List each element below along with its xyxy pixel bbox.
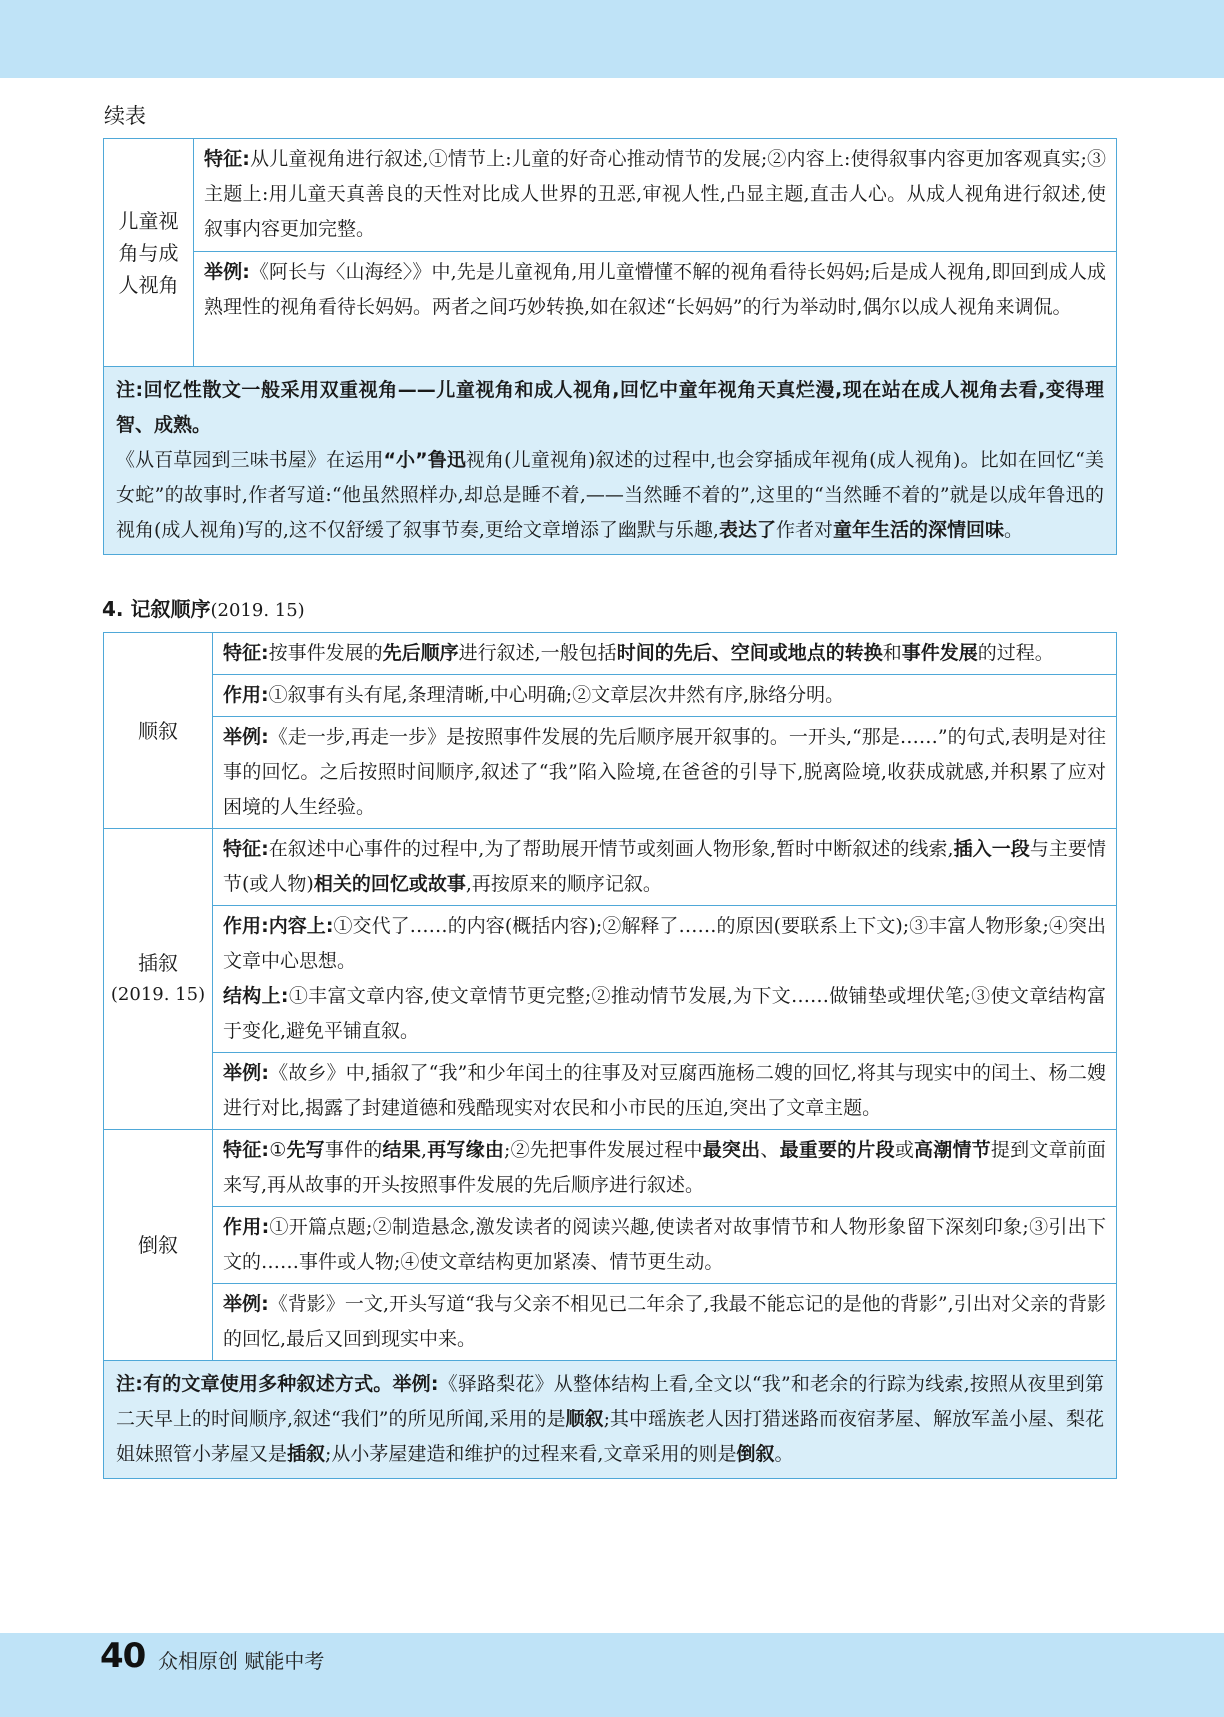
text-emphasis: 最重要的片段 (779, 1139, 895, 1161)
page-number: 40 (100, 1636, 146, 1676)
text-part: ;②先把事件发展过程中 (504, 1139, 703, 1161)
flashback-feature (213, 1130, 1117, 1207)
text-part: 、 (760, 1139, 780, 1161)
note-text: ;其中瑶族老人因打猎迷路而夜宿茅屋、解放军盖小屋、梨花姐妹照管小茅屋又是 (116, 1408, 1104, 1465)
flashback-effect (213, 1207, 1117, 1284)
text-emphasis: 最突出 (702, 1139, 761, 1161)
narrative-order-table (103, 632, 1117, 1479)
text-emphasis: 时间的先后、空间或地点的转换 (616, 642, 883, 664)
continue-label: 续表 (104, 104, 146, 128)
effect-structure-label: 结构上: (223, 985, 289, 1007)
text-emphasis: 相关的回忆或故事 (313, 873, 466, 895)
feature-label: 特征: (223, 642, 269, 664)
chronological-feature (213, 633, 1117, 675)
text-emphasis: 先写 (286, 1139, 325, 1161)
text-emphasis: 高潮情节 (914, 1139, 991, 1161)
effect-content-label: 内容上: (268, 915, 334, 937)
example-label: 举例: (204, 261, 250, 283)
feature-text: 从儿童视角进行叙述,①情节上:儿童的好奇心推动情节的发展;②内容上:使得叙事内容更加客观真实;③主题上:用儿童天真善良的天性对比成人世界的丑恶,审视人性,凸显主题,直击人心。从成人视角进行叙述,使叙事内容更加完整。 (204, 148, 1106, 240)
text-part: ① (269, 1139, 287, 1161)
chronological-example (213, 717, 1117, 829)
text-emphasis: 事件发展 (901, 642, 978, 664)
effect-label: 作用: (223, 915, 269, 937)
footer-slogan: 众相原创 赋能中考 (158, 1649, 325, 1673)
feature-label: 特征: (223, 1139, 270, 1161)
flashback-example (213, 1284, 1117, 1361)
example-text: 《走一步,再走一步》是按照事件发展的先后顺序展开叙事的。一开头,“那是……”的句式,表明是对往事的回忆。之后按照时间顺序,叙述了“我”陷入险境,在爸爸的引导下,脱离险境,收获成就感,并积累了应对困境的人生经验。 (223, 726, 1106, 818)
feature-cell (194, 139, 1117, 252)
text-part: 提到文章前面来写,再从故事的开头按照事件发展的先后顺序进行叙述。 (223, 1139, 1106, 1196)
interpolated-example (213, 1053, 1117, 1130)
text-part: 的过程。 (977, 642, 1054, 664)
note-text: 作者对 (775, 519, 833, 541)
section-ref: (2019. 15) (210, 600, 305, 621)
note-text: 视角(儿童视角)叙述的过程中,也会穿插成年视角(成人视角)。比如在回忆“美女蛇”的故事时,作者写道:“他虽然照样办,却总是睡不着,——当然睡不着的”,这里的“当然睡不着的”就是以成年鲁迅的视角(成人视角)写的,这不仅舒缓了叙事节奏,更给文章增添了幽默与乐趣, (116, 449, 1104, 541)
example-text: 《背影》一文,开头写道“我与父亲不相见已二年余了,我最不能忘记的是他的背影”,引出对父亲的背影的回忆,最后又回到现实中来。 (223, 1293, 1106, 1350)
section-number: 4 (102, 597, 116, 621)
text-part: 在叙述中心事件的过程中,为了帮助展开情节或刻画人物形象,暂时中断叙述的线索, (268, 838, 954, 860)
top-color-band (0, 0, 1224, 78)
effect-structure-text: ①丰富文章内容,使文章情节更完整;②推动情节发展,为下文……做铺垫或埋伏笔;③使文章结构富于变化,避免平铺直叙。 (223, 985, 1106, 1042)
note-emphasis: 顺叙 (565, 1408, 604, 1430)
example-label: 举例: (223, 1293, 269, 1315)
row-label-flashback: 倒叙 (104, 1130, 213, 1361)
feature-label: 特征: (223, 838, 269, 860)
text-part: 进行叙述,一般包括 (458, 642, 617, 664)
note-bold: 注:回忆性散文一般采用双重视角——儿童视角和成人视角,回忆中童年视角天真烂漫,现在站在成人视角去看,变得理智、成熟。 (116, 379, 1104, 436)
effect-label: 作用: (223, 684, 269, 706)
text-emphasis: 先后顺序 (382, 642, 459, 664)
chronological-effect (213, 675, 1117, 717)
example-text: 《阿长与〈山海经〉》中,先是儿童视角,用儿童懵懂不解的视角看待长妈妈;后是成人视角,即回到成人成熟理性的视角看待长妈妈。两者之间巧妙转换,如在叙述“长妈妈”的行为举动时,偶尔以成人视角来调侃。 (204, 261, 1106, 318)
row-label-perspective: 儿童视角与成人视角 (104, 139, 194, 367)
example-cell (194, 252, 1117, 367)
row-label-interpolated: 插叙 (2019. 15) (104, 829, 213, 1130)
note-emphasis: 插叙 (287, 1443, 326, 1465)
text-part: ,再按原来的顺序记叙。 (465, 873, 662, 895)
note-text: 。 (1004, 519, 1024, 541)
note-emphasis: 倒叙 (736, 1443, 775, 1465)
note-cell-narrative (104, 1361, 1117, 1479)
note-text: 。 (774, 1443, 794, 1465)
text-emphasis: 插入一段 (953, 838, 1030, 860)
text-part: , (420, 1139, 427, 1161)
note-cell-perspective (104, 367, 1117, 555)
example-text: 《故乡》中,插叙了“我”和少年闰土的往事及对豆腐西施杨二嫂的回忆,将其与现实中的闰土、杨二嫂进行对比,揭露了封建道德和残酷现实对农民和小市民的压迫,突出了文章主题。 (223, 1062, 1106, 1119)
example-label: 举例: (223, 726, 269, 748)
effect-label: 作用: (223, 1216, 270, 1238)
note-emphasis: 童年生活的深情回味 (832, 519, 1004, 541)
effect-text: ①开篇点题;②制造悬念,激发读者的阅读兴趣,使读者对故事情节和人物形象留下深刻印象;③引出下文的……事件或人物;④使文章结构更加紧凑、情节更生动。 (223, 1216, 1106, 1273)
interpolated-feature (213, 829, 1117, 906)
row-label-chronological: 顺叙 (104, 633, 213, 829)
interpolated-effect (213, 906, 1117, 1053)
effect-content-text: ①交代了……的内容(概括内容);②解释了……的原因(要联系上下文);③丰富人物形象;④突出文章中心思想。 (223, 915, 1106, 972)
text-emphasis: 结果 (382, 1139, 421, 1161)
note-emphasis: 表达了 (718, 519, 776, 541)
note-text: 《驿路梨花》从整体结构上看,全文以“我”和老余的行踪为线索,按照从夜里到第二天早上的时间顺序,叙述“我们”的所见所闻,采用的是 (116, 1373, 1104, 1430)
note-text: 《从百草园到三味书屋》在运用 (116, 449, 384, 471)
section-title (102, 593, 305, 622)
text-part: 和 (882, 642, 902, 664)
text-part: 或 (894, 1139, 915, 1161)
text-part: 事件的 (324, 1139, 383, 1161)
text-part: 与主要情节(或人物) (223, 838, 1106, 895)
feature-label: 特征: (204, 148, 250, 170)
note-bold: 注:有的文章使用多种叙述方式。举例: (116, 1373, 439, 1395)
effect-text: ①叙事有头有尾,条理清晰,中心明确;②文章层次井然有序,脉络分明。 (268, 684, 845, 706)
text-emphasis: 再写缘由 (426, 1139, 505, 1161)
label-ref: (2019. 15) (110, 984, 206, 1005)
example-label: 举例: (223, 1062, 269, 1084)
note-emphasis: “小”鲁迅 (383, 449, 466, 471)
note-text: ;从小茅屋建造和维护的过程来看,文章采用的则是 (325, 1443, 737, 1465)
section-title-text: . 记叙顺序 (115, 597, 211, 621)
text-part: 按事件发展的 (268, 642, 383, 664)
perspective-table (103, 138, 1117, 555)
